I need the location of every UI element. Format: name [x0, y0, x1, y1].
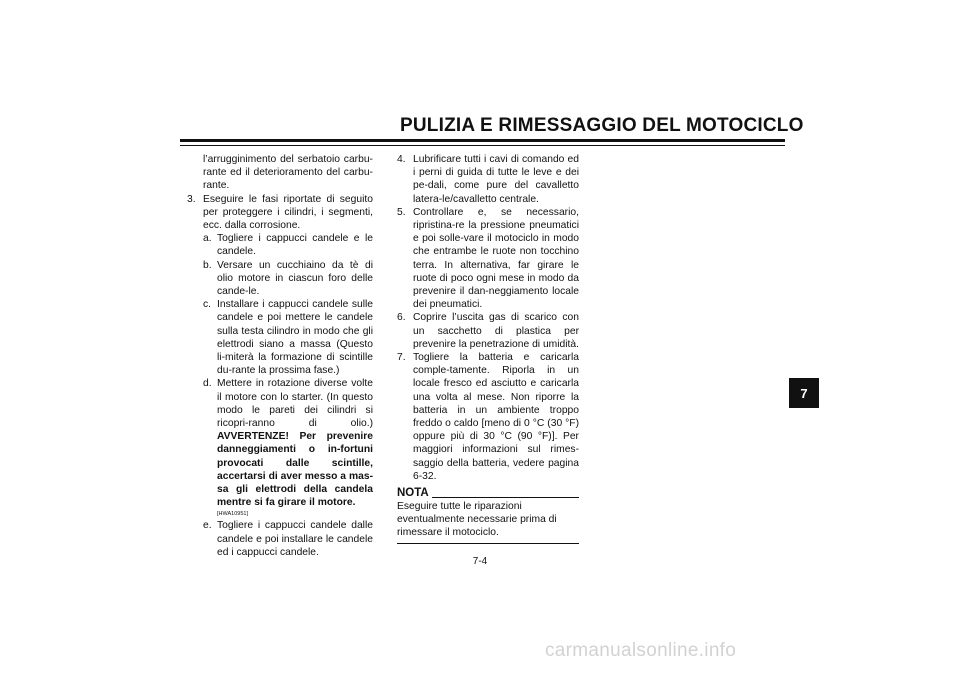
note-header — [397, 487, 579, 500]
header-rule-thick — [180, 139, 785, 142]
page-number: 7-4 — [472, 556, 488, 567]
header-rule-thin — [180, 145, 785, 146]
note-rule-top — [432, 497, 579, 498]
list-item-6 — [397, 311, 579, 351]
note-rule-bottom — [397, 543, 579, 544]
item-text: Controllare e, se necessario, ripristina-re la pressione pneumatici e poi solle-vare il motociclo in modo che entrambe le ruote non tocchino terra. In alternativa, far girare le ruote di poco ogni mese in modo da prevenire il dan-neggiamento locale dei pneumatici. — [413, 206, 579, 311]
note-text: Eseguire tutte le riparazioni eventualmente necessarie prima di rimessare il motociclo. — [397, 501, 557, 539]
watermark: carmanualsonline.info — [545, 640, 737, 661]
right-column — [397, 153, 579, 544]
sub-item-letter: d. — [203, 378, 212, 390]
list-item-3 — [187, 193, 373, 233]
note-box — [397, 487, 579, 544]
sub-item-text: Versare un cucchiaino da tè di olio motore in ciascun foro delle cande-le. — [217, 259, 373, 298]
list-item-4 — [397, 153, 579, 206]
item-number: 6. — [397, 312, 406, 324]
sub-item-e — [187, 519, 373, 559]
sub-item-a — [187, 232, 373, 258]
sub-item-letter: a. — [203, 233, 212, 245]
sub-item-text: Togliere i cappucci candele e le candele. — [217, 233, 373, 258]
item-number: 3. — [187, 193, 196, 205]
page-title: PULIZIA E RIMESSAGGIO DEL MOTOCICLO — [400, 115, 804, 136]
warning-text: AVVERTENZE! Per prevenire danneggiamenti o in-fortuni provocati dalle scintille, accertarsi di aver messo a mas-sa gli elettrodi della candela mentre si fa girare il motore. — [217, 431, 373, 509]
sub-item-letter: b. — [203, 259, 212, 271]
note-label: NOTA — [397, 487, 429, 500]
sub-item-d — [187, 377, 373, 519]
item-text: Eseguire le fasi riportate di seguito per proteggere i cilindri, i segmenti, ecc. dalla corrosione. — [203, 193, 373, 232]
item-number: 4. — [397, 154, 406, 165]
left-column — [187, 153, 373, 559]
sub-item-text: Mettere in rotazione diverse volte il motore con lo starter. (In questo modo le pareti dei cilindri si ricopri-ranno di olio.) — [217, 378, 373, 430]
sub-item-letter: e. — [203, 520, 212, 532]
sub-item-b — [187, 259, 373, 299]
list-item-5 — [397, 206, 579, 312]
warning-code: [HWA10951] — [217, 511, 248, 518]
chapter-tab: 7 — [789, 378, 819, 408]
item-number: 7. — [397, 352, 406, 364]
list-item-7 — [397, 351, 579, 483]
sub-item-text: Installare i cappucci candele sulle candele e poi mettere le candele sulla testa cilindro in modo che gli elettrodi siano a massa (Questo li-miterà la formazione di scintille du-rante la prossima fase.) — [217, 299, 373, 377]
item-text: Coprire l’uscita gas di scarico con un sacchetto di plastica per prevenire la penetrazione di umidità. — [413, 312, 579, 350]
sub-item-text: Togliere i cappucci candele dalle candele e poi installare le candele ed i cappucci candele. — [217, 520, 373, 558]
intro-paragraph: l’arrugginimento del serbatoio carbu-rante ed il deterioramento del carbu-rante. — [203, 154, 373, 192]
item-text: Lubrificare tutti i cavi di comando ed i perni di guida di tutte le leve e dei pe-dali, come pure del cavalletto latera-le/cavalletto centrale. — [413, 154, 579, 205]
sub-item-c — [187, 298, 373, 377]
sub-item-letter: c. — [203, 299, 212, 311]
item-text: Togliere la batteria e caricarla comple-tamente. Riporla in un locale fresco ed asciutto e caricarla una volta al mese. Non riporre la batteria in un ambiente troppo freddo o caldo [meno di 0 °C (30 °F) oppure più di 30 °C (90 °F)]. Per maggiori informazioni sul rimes-saggio della batteria, vedere pagina 6-32. — [413, 352, 579, 482]
item-number: 5. — [397, 206, 406, 218]
